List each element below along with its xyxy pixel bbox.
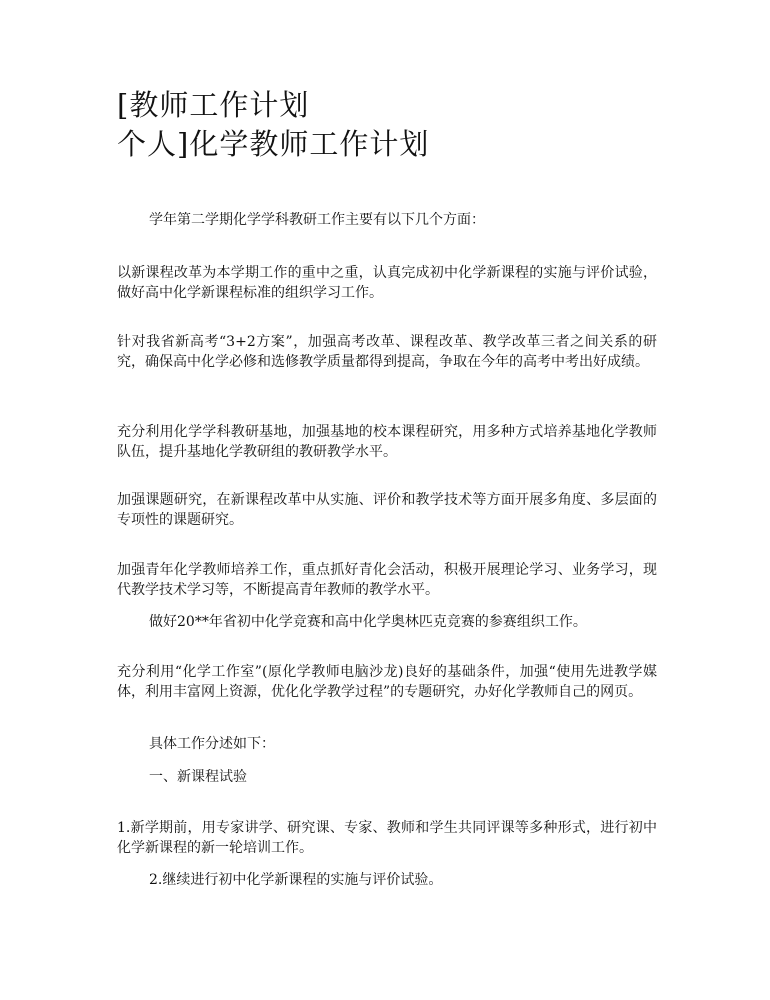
paragraph-4: 加强课题研究，在新课程改革中从实施、评价和教学技术等方面开展多角度、多层面的专项性的课题研究。 [117,492,657,528]
title-line-2: 个人]化学教师工作计划 [117,127,430,161]
paragraph-work-intro: 具体工作分述如下： [149,736,275,752]
paragraph-2: 针对我省新高考“3+2方案”，加强高考改革、课程改革、教学改革三者之间关系的研究，确保高中化学必修和选修教学质量都得到提高，争取在今年的高考中考出好成绩。 [117,334,657,370]
paragraph-1: 以新课程改革为本学期工作的重中之重，认真完成初中化学新课程的实施与评价试验，做好高中化学新课程标准的组织学习工作。 [117,265,657,301]
list-item-2: 2.继续进行初中化学新课程的实施与评价试验。 [149,872,443,888]
section-heading-1: 一、新课程试验 [149,769,247,785]
paragraph-6: 做好20**年省初中化学竞赛和高中化学奥林匹克竞赛的参赛组织工作。 [149,614,587,630]
paragraph-3: 充分利用化学学科教研基地，加强基地的校本课程研究，用多种方式培养基地化学教师队伍，提升基地化学教研组的教研教学水平。 [117,424,657,460]
list-item-1: 1.新学期前，用专家讲学、研究课、专家、教师和学生共同评课等多种形式，进行初中化学新课程的新一轮培训工作。 [117,820,657,856]
paragraph-5: 加强青年化学教师培养工作，重点抓好青化会活动，积极开展理论学习、业务学习，现代教学技术学习等，不断提高青年教师的教学水平。 [117,562,657,598]
paragraph-7: 充分利用“化学工作室”(原化学教师电脑沙龙)良好的基础条件，加强“使用先进教学媒体，利用丰富网上资源，优化化学教学过程”的专题研究，办好化学教师自己的网页。 [117,664,657,700]
title-line-1: [教师工作计划 [117,88,310,122]
document-title [117,86,677,164]
paragraph-intro: 学年第二学期化学学科教研工作主要有以下几个方面： [149,212,485,228]
